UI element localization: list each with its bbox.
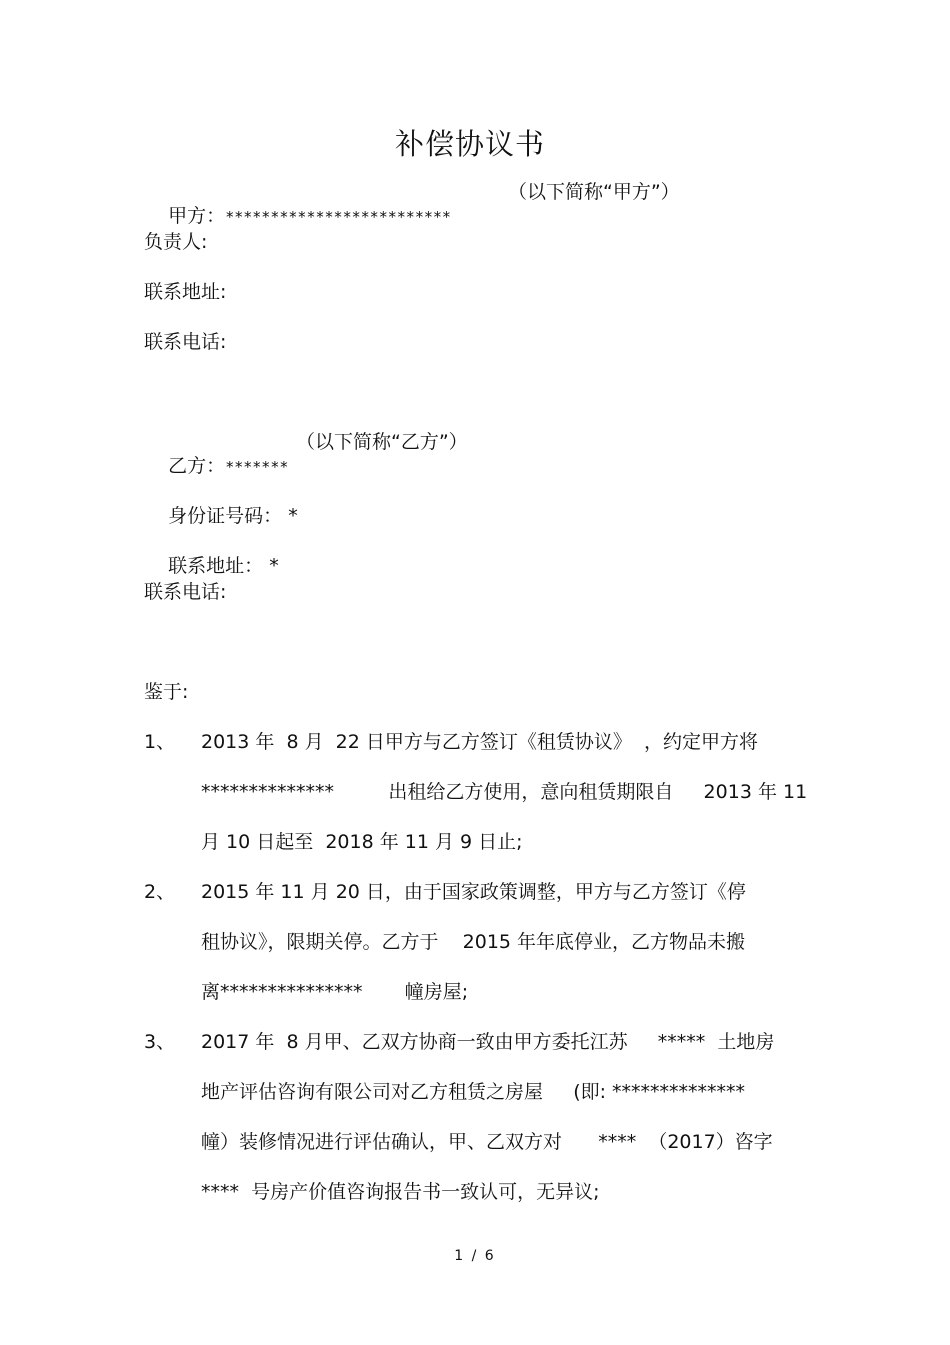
party-b-id-label: 身份证号码： bbox=[168, 505, 283, 527]
party-b-address-value: * bbox=[269, 555, 279, 577]
clause-line: ************** 出租给乙方使用，意向租赁期限自 2013 年 11 bbox=[201, 781, 808, 803]
whereas-heading: 鉴于: bbox=[144, 681, 189, 703]
party-b-abbr: （以下简称“乙方”） bbox=[296, 431, 468, 453]
party-b-id-value: * bbox=[288, 505, 298, 527]
clause-line: 地产评估咨询有限公司对乙方租赁之房屋 (即: ************** bbox=[201, 1081, 746, 1103]
clause-line: 幢）装修情况进行评估确认，甲、乙双方对 **** （2017）咨字 bbox=[201, 1131, 773, 1153]
clause-line: 2015 年 11 月 20 日，由于国家政策调整，甲方与乙方签订《停 bbox=[201, 881, 746, 903]
clause-line: 离*************** 幢房屋; bbox=[201, 981, 469, 1003]
document-title: 补偿协议书 bbox=[394, 127, 545, 161]
clause-line: 月 10 日起至 2018 年 11 月 9 日止; bbox=[201, 831, 523, 853]
party-b-phone: 联系电话: bbox=[144, 581, 227, 603]
party-a-phone: 联系电话: bbox=[144, 331, 227, 353]
clause-line: 2013 年 8 月 22 日甲方与乙方签订《租赁协议》 ，约定甲方将 bbox=[201, 731, 758, 753]
clause-line: 2017 年 8 月甲、乙双方协商一致由甲方委托江苏 ***** 土地房 bbox=[201, 1031, 775, 1053]
party-b-name: ******* bbox=[225, 458, 289, 476]
clause-line: 租协议》，限期关停。乙方于 2015 年年底停业，乙方物品未搬 bbox=[201, 931, 746, 953]
party-a-abbr: （以下简称“甲方”） bbox=[508, 181, 680, 203]
page-number: 1 / 6 bbox=[454, 1248, 496, 1264]
clause-number: 3、 bbox=[144, 1031, 176, 1053]
clause-line: **** 号房产价值咨询报告书一致认可，无异议; bbox=[201, 1181, 600, 1203]
party-b-address-label: 联系地址： bbox=[168, 555, 264, 577]
clause-number: 2、 bbox=[144, 881, 176, 903]
party-a-address: 联系地址: bbox=[144, 281, 227, 303]
party-a-manager: 负责人: bbox=[144, 231, 208, 253]
clause-number: 1、 bbox=[144, 731, 176, 753]
party-b-label: 乙方： bbox=[168, 455, 226, 477]
party-a-label: 甲方： bbox=[168, 205, 226, 227]
party-a-name: ************************* bbox=[225, 208, 451, 226]
